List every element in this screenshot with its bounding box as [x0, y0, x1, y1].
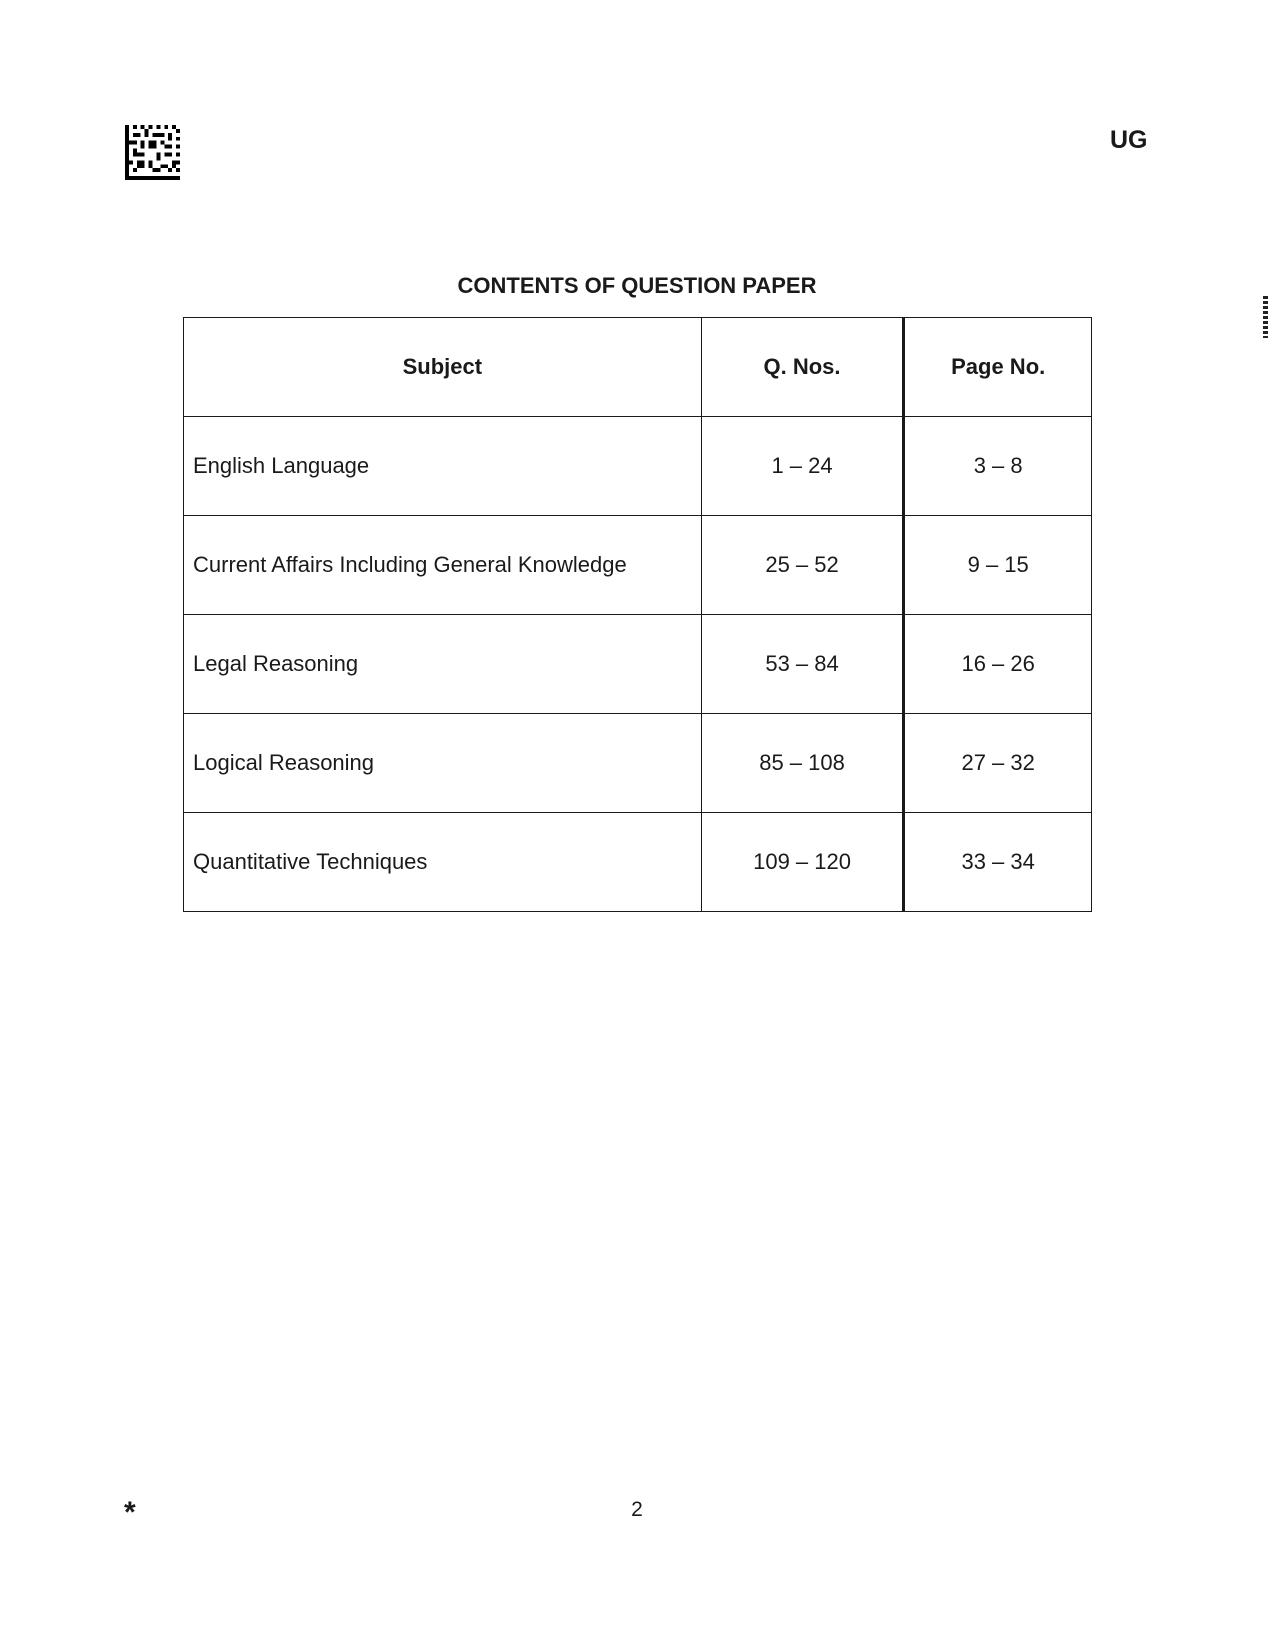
question-numbers-cell: 1 – 24 [701, 417, 904, 516]
page-number-cell: 16 – 26 [904, 615, 1092, 714]
table-row [184, 516, 1092, 615]
header-question-numbers: Q. Nos. [701, 318, 904, 417]
subject-cell: Logical Reasoning [184, 714, 702, 813]
question-numbers-cell: 53 – 84 [701, 615, 904, 714]
data-matrix-barcode [125, 125, 180, 180]
question-numbers-cell: 109 – 120 [701, 813, 904, 912]
header-page-number: Page No. [904, 318, 1092, 417]
page-number-cell: 27 – 32 [904, 714, 1092, 813]
table-row [184, 417, 1092, 516]
page-number-cell: 3 – 8 [904, 417, 1092, 516]
page-number: 2 [631, 1498, 643, 1521]
page-number-cell: 33 – 34 [904, 813, 1092, 912]
header-subject: Subject [184, 318, 702, 417]
table-row [184, 615, 1092, 714]
margin-mark [1263, 296, 1268, 338]
question-numbers-cell: 25 – 52 [701, 516, 904, 615]
paper-code: UG [1110, 126, 1148, 154]
page-number-cell: 9 – 15 [904, 516, 1092, 615]
subject-cell: Legal Reasoning [184, 615, 702, 714]
table-header-row [184, 318, 1092, 417]
question-numbers-cell: 85 – 108 [701, 714, 904, 813]
footer-star-mark: * [124, 1496, 136, 1529]
contents-table [183, 317, 1092, 912]
subject-cell: Current Affairs Including General Knowledge [184, 516, 702, 615]
subject-cell: English Language [184, 417, 702, 516]
page-title: CONTENTS OF QUESTION PAPER [457, 273, 817, 298]
subject-cell: Quantitative Techniques [184, 813, 702, 912]
table-row [184, 813, 1092, 912]
table-row [184, 714, 1092, 813]
